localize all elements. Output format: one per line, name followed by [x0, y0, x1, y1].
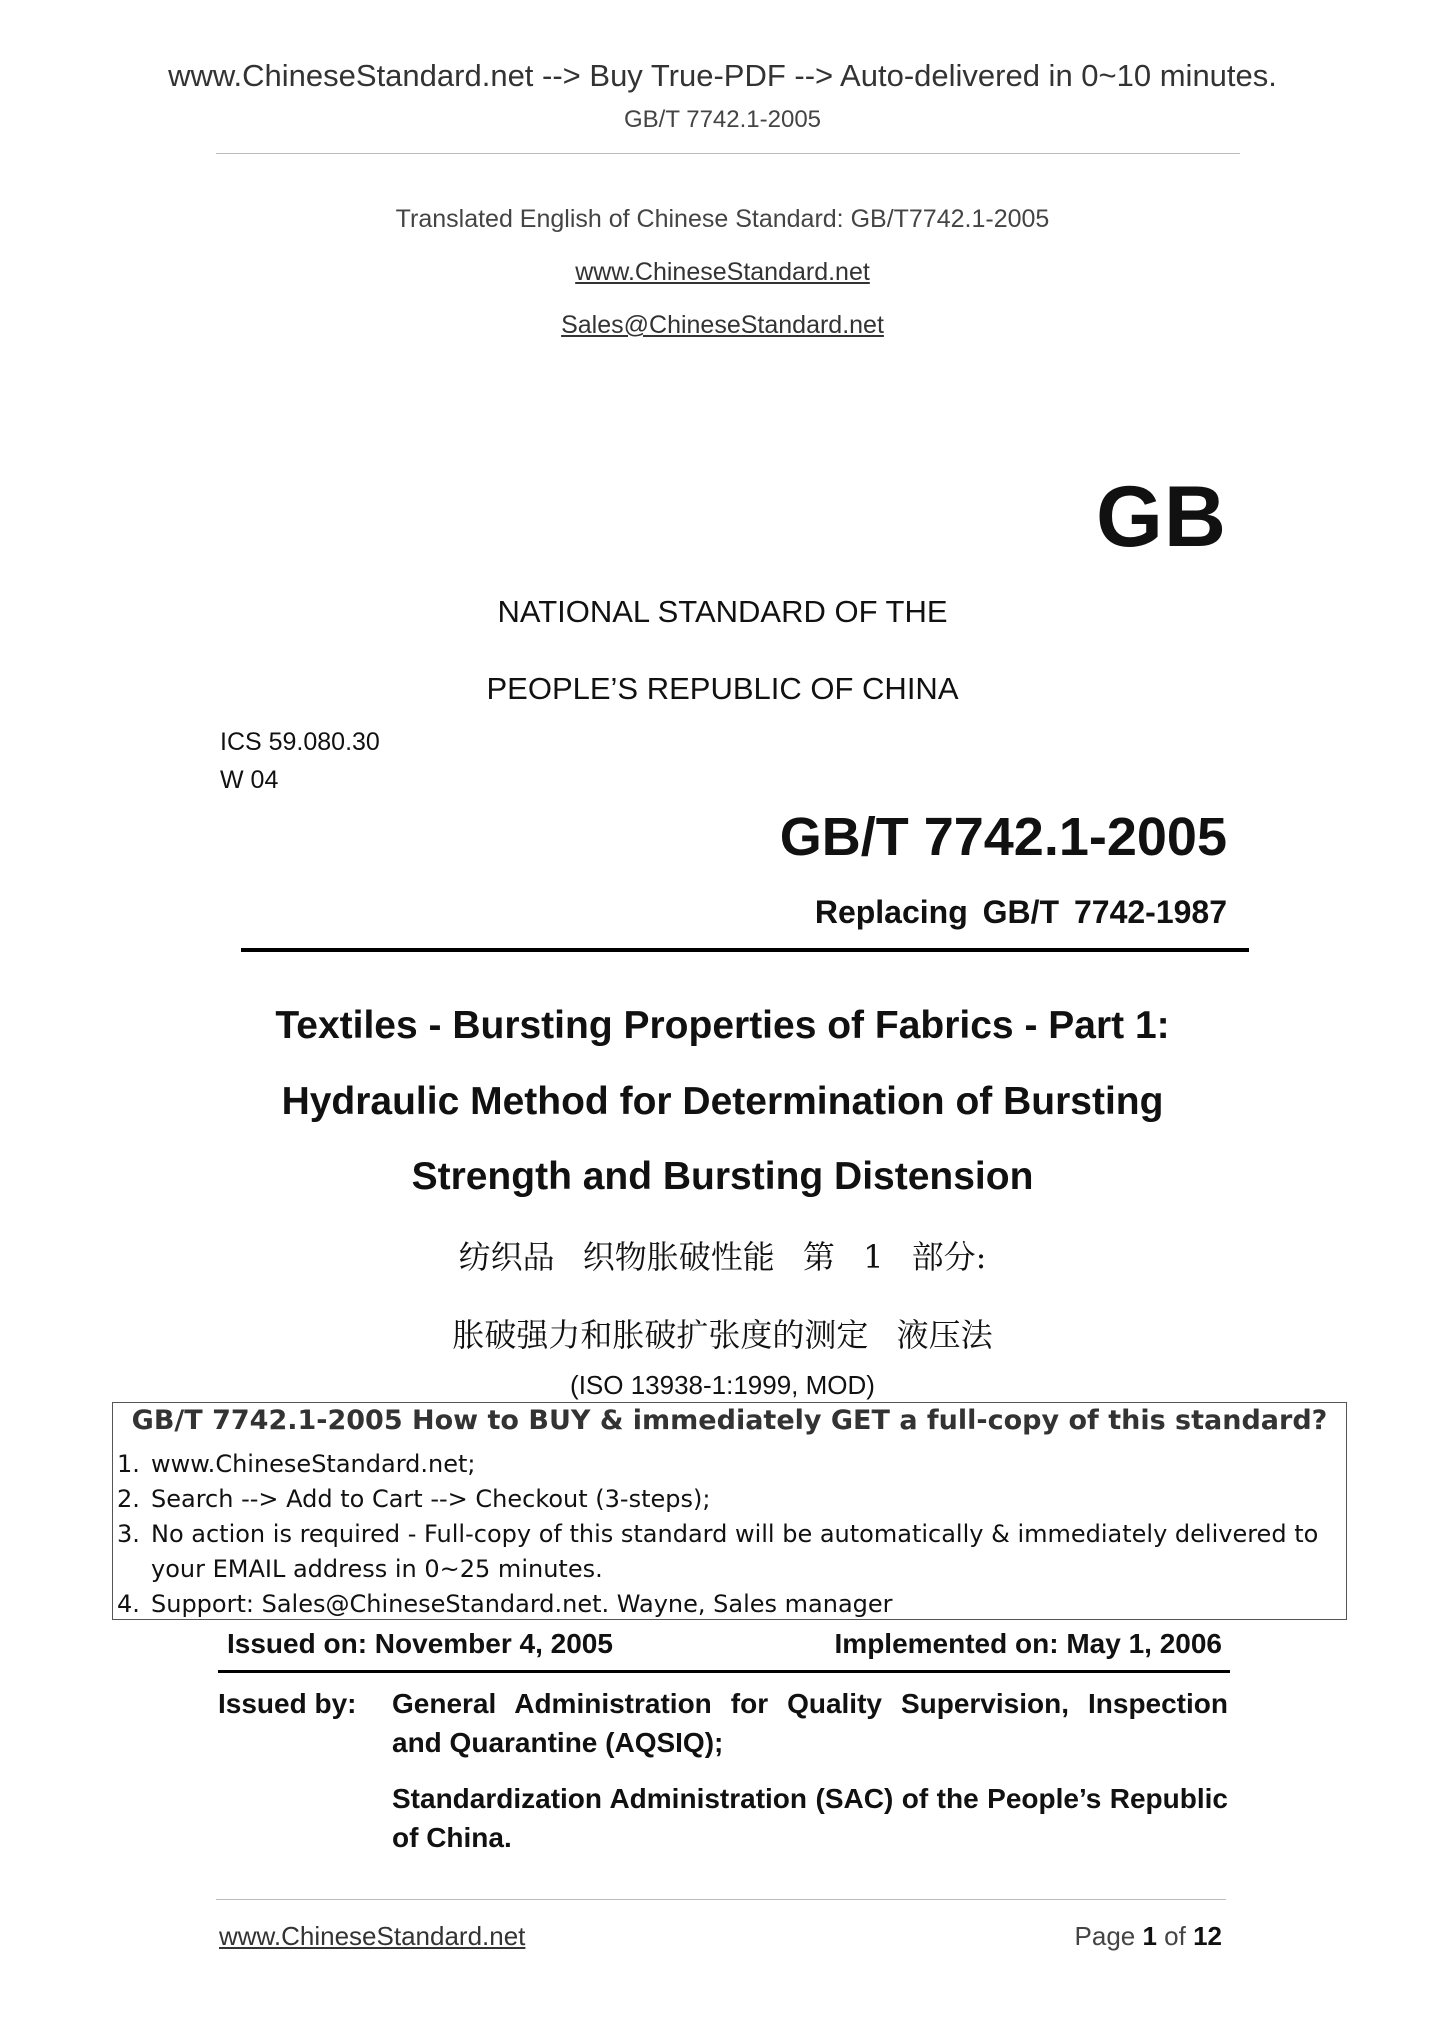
- title-en-line1: Textiles - Bursting Properties of Fabrics - Part 1:: [275, 1004, 1170, 1047]
- website-link-container: [0, 258, 1445, 287]
- page-mid: of: [1156, 1921, 1194, 1951]
- footer-divider: [216, 1899, 1226, 1900]
- purchase-step: [117, 1517, 1342, 1587]
- step-number: 1.: [117, 1450, 140, 1478]
- page-prefix: Page: [1074, 1921, 1143, 1951]
- title-cn-line1: 纺织品 织物胀破性能 第 1 部分:: [458, 1238, 987, 1276]
- header-banner: www.ChineseStandard.net --> Buy True-PDF --> Auto-delivered in 0~10 minutes.: [168, 58, 1277, 93]
- step-number: 3.: [117, 1520, 140, 1548]
- classification-code: W 04: [220, 766, 279, 794]
- standard-code: GB/T 7742.1-2005: [779, 807, 1227, 867]
- step-text: Search --> Add to Cart --> Checkout (3-steps);: [151, 1485, 711, 1513]
- translation-note: Translated English of Chinese Standard: GB/T7742.1-2005: [395, 205, 1050, 233]
- footer-website-link[interactable]: www.ChineseStandard.net: [219, 1921, 526, 1951]
- step-number: 4.: [117, 1590, 140, 1618]
- email-link-container: [0, 311, 1445, 340]
- purchase-steps-list: [117, 1447, 1342, 1622]
- national-standard-line1: NATIONAL STANDARD OF THE: [497, 594, 948, 629]
- purchase-info-box: [112, 1402, 1347, 1620]
- national-standard-line2: PEOPLE’S REPUBLIC OF CHINA: [486, 671, 959, 706]
- step-text: www.ChineseStandard.net;: [151, 1450, 476, 1478]
- header-divider: [216, 153, 1240, 154]
- ics-code: ICS 59.080.30: [220, 728, 380, 756]
- dates-divider: [218, 1670, 1230, 1673]
- page-current: 1: [1142, 1921, 1157, 1951]
- step-text: No action is required - Full-copy of this standard will be automatically & immediately delivered to your EMAIL address in 0~25 minutes.: [151, 1520, 1319, 1583]
- step-text: Support: Sales@ChineseStandard.net. Wayne, Sales manager: [151, 1590, 893, 1618]
- footer-website-container: [219, 1921, 525, 1952]
- issuer-sac: Standardization Administration (SAC) of the People’s Republic of China.: [392, 1783, 1228, 1853]
- issued-by-label: Issued by:: [218, 1688, 357, 1719]
- issued-on-date: Issued on: November 4, 2005: [227, 1628, 613, 1659]
- issuer-aqsiq: General Administration for Quality Supervision, Inspection and Quarantine (AQSIQ);: [392, 1688, 1228, 1758]
- step-number: 2.: [117, 1485, 140, 1513]
- replacing-note: Replacing GB/T 7742-1987: [814, 894, 1227, 930]
- title-cn-line2: 胀破强力和胀破扩张度的测定 液压法: [452, 1316, 993, 1354]
- title-divider: [241, 948, 1249, 952]
- iso-reference: (ISO 13938-1:1999, MOD): [570, 1370, 875, 1400]
- email-link[interactable]: Sales@ChineseStandard.net: [561, 311, 884, 339]
- gb-mark: GB: [1096, 469, 1227, 565]
- purchase-step: [117, 1447, 1342, 1482]
- title-en-line3: Strength and Bursting Distension: [411, 1155, 1034, 1198]
- purchase-step: [117, 1587, 1342, 1622]
- page-indicator: [1075, 1921, 1222, 1952]
- purchase-box-title: GB/T 7742.1-2005 How to BUY & immediately GET a full-copy of this standard?: [131, 1405, 1328, 1436]
- implemented-on-date: Implemented on: May 1, 2006: [834, 1628, 1222, 1659]
- website-link[interactable]: www.ChineseStandard.net: [575, 258, 870, 286]
- header-doc-code: GB/T 7742.1-2005: [623, 106, 822, 133]
- purchase-step: [117, 1482, 1342, 1517]
- title-en-line2: Hydraulic Method for Determination of Bursting: [281, 1080, 1164, 1123]
- page-total: 12: [1193, 1921, 1222, 1951]
